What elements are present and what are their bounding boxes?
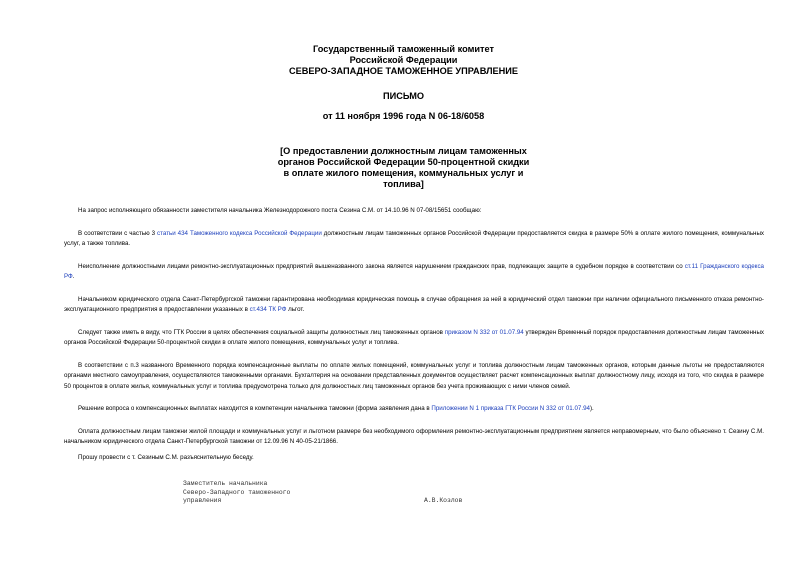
signer-title-line-3: управления <box>183 497 222 505</box>
link-tk-art-434[interactable]: ст.434 ТК РФ <box>249 306 287 313</box>
document-date: от 11 ноября 1996 года N 06-18/6058 <box>322 111 485 121</box>
signer-title-line-1: Заместитель начальника <box>183 480 268 487</box>
signer-title-line-2: Северо-Западного таможенного <box>183 488 291 496</box>
document-type: ПИСЬМО <box>382 91 425 101</box>
link-civil-code-art-11[interactable]: ст.11 Гражданского кодекса РФ <box>64 262 764 280</box>
document-body <box>64 206 764 463</box>
signature-block <box>183 480 290 506</box>
link-appendix-1-order-332[interactable]: Приложении N 1 приказа ГТК России N 332 от 01.07.94 <box>431 405 590 412</box>
subject-line-4: топлива] <box>383 179 424 189</box>
paragraph-article-434: В соответствии с частью 3 статьи 434 Таможенного кодекса Российской Федерации должностным лицам таможенных органов Российской Федерации предоставляется скидка в размере 50% в оплате жилого помещения, коммунальных услуг, а также топлива. <box>64 229 765 247</box>
link-order-332[interactable]: приказом N 332 от 01.07.94 <box>444 328 524 336</box>
paragraph-payment: Оплата должностным лицам таможни жилой площади и коммунальных услуг и льготном размере без необходимого оформления ремонтно-эксплуатационным предприятием является неправомерным, что было объяснено т. Сезину С.М. начальником юридического отдела Санкт-Петербургской таможни от 12.09.96 N 40-05-21/1866. <box>64 427 764 445</box>
signer-name: А.В.Козлов <box>424 497 463 504</box>
issuer-line-1: Государственный таможенный комитет <box>313 44 494 54</box>
subject-line-2: органов Российской Федерации 50-процентной скидки <box>277 157 530 167</box>
subject-line-1: [О предоставлении должностным лицам таможенных <box>280 146 527 156</box>
paragraph-compensation: В соответствии с п.3 названного Временного порядка компенсационные выплаты по оплате жилых помещений, коммунальных услуг и топлива должностным лицам таможенных органов, которым данные льготы не предоставляются органами местного самоуправления, осуществляются таможенными органами. Бухгалтерия на основании представленных документов осуществляет расчет компенсационных выплат должностному лицу, исходя из того, что скидка в размере 50 процентов в оплате жилья, коммунальных услуг и топлива предусмотрена только для должностных лиц таможенных органов без учета проживающих с ними членов семей. <box>64 361 764 390</box>
paragraph-order-332: Следует также иметь в виду, что ГТК России в целях обеспечения социальной защиты должностных лиц таможенных органов приказом N 332 от 01.07.94 утвержден Временный порядок предоставления должностным лицам таможенных органов Российской Федерации 50-процентной скидки в оплате жилого помещения, коммунальных услуг и топлива. <box>64 328 764 346</box>
issuer-line-2: Российской Федерации <box>349 55 458 65</box>
document-header <box>0 44 807 77</box>
paragraph-request: На запрос исполняющего обязанности заместителя начальника Железнодорожного поста Сезина С.М. от 14.10.96 N 07-08/15651 сообщаю: <box>78 207 482 214</box>
link-customs-code-art-434[interactable]: статьи 434 Таможенного кодекса Российской Федерации <box>157 229 322 237</box>
subject-line-3: в оплате жилого помещения, коммунальных услуг и <box>283 168 524 178</box>
document-subject <box>0 146 807 190</box>
paragraph-legal-help: Начальником юридического отдела Санкт-Петербургской таможни гарантирована необходимая юридическая помощь в случае обращения за ней в юридический отдел таможни при наличии официального письменного отказа ремонтно-эксплуатационного предприятия в предоставлении указанных в ст.434 ТК РФ льгот. <box>64 295 764 313</box>
paragraph-decision: Решение вопроса о компенсационных выплатах находится в компетенции начальника таможни (форма заявления дана в Приложении N 1 приказа ГТК России N 332 от 01.07.94). <box>78 405 594 412</box>
issuer-line-3: СЕВЕРО-ЗАПАДНОЕ ТАМОЖЕННОЕ УПРАВЛЕНИЕ <box>288 66 519 76</box>
paragraph-request-conversation: Прошу провести с т. Сезиным С.М. разъяснительную беседу. <box>78 453 254 461</box>
paragraph-civil-code: Неисполнение должностными лицами ремонтно-эксплуатационных предприятий вышеназванного закона является нарушением гражданских прав, подлежащих защите в судебном порядке в соответствии со ст.11 Гражданского кодекса РФ. <box>64 262 764 280</box>
